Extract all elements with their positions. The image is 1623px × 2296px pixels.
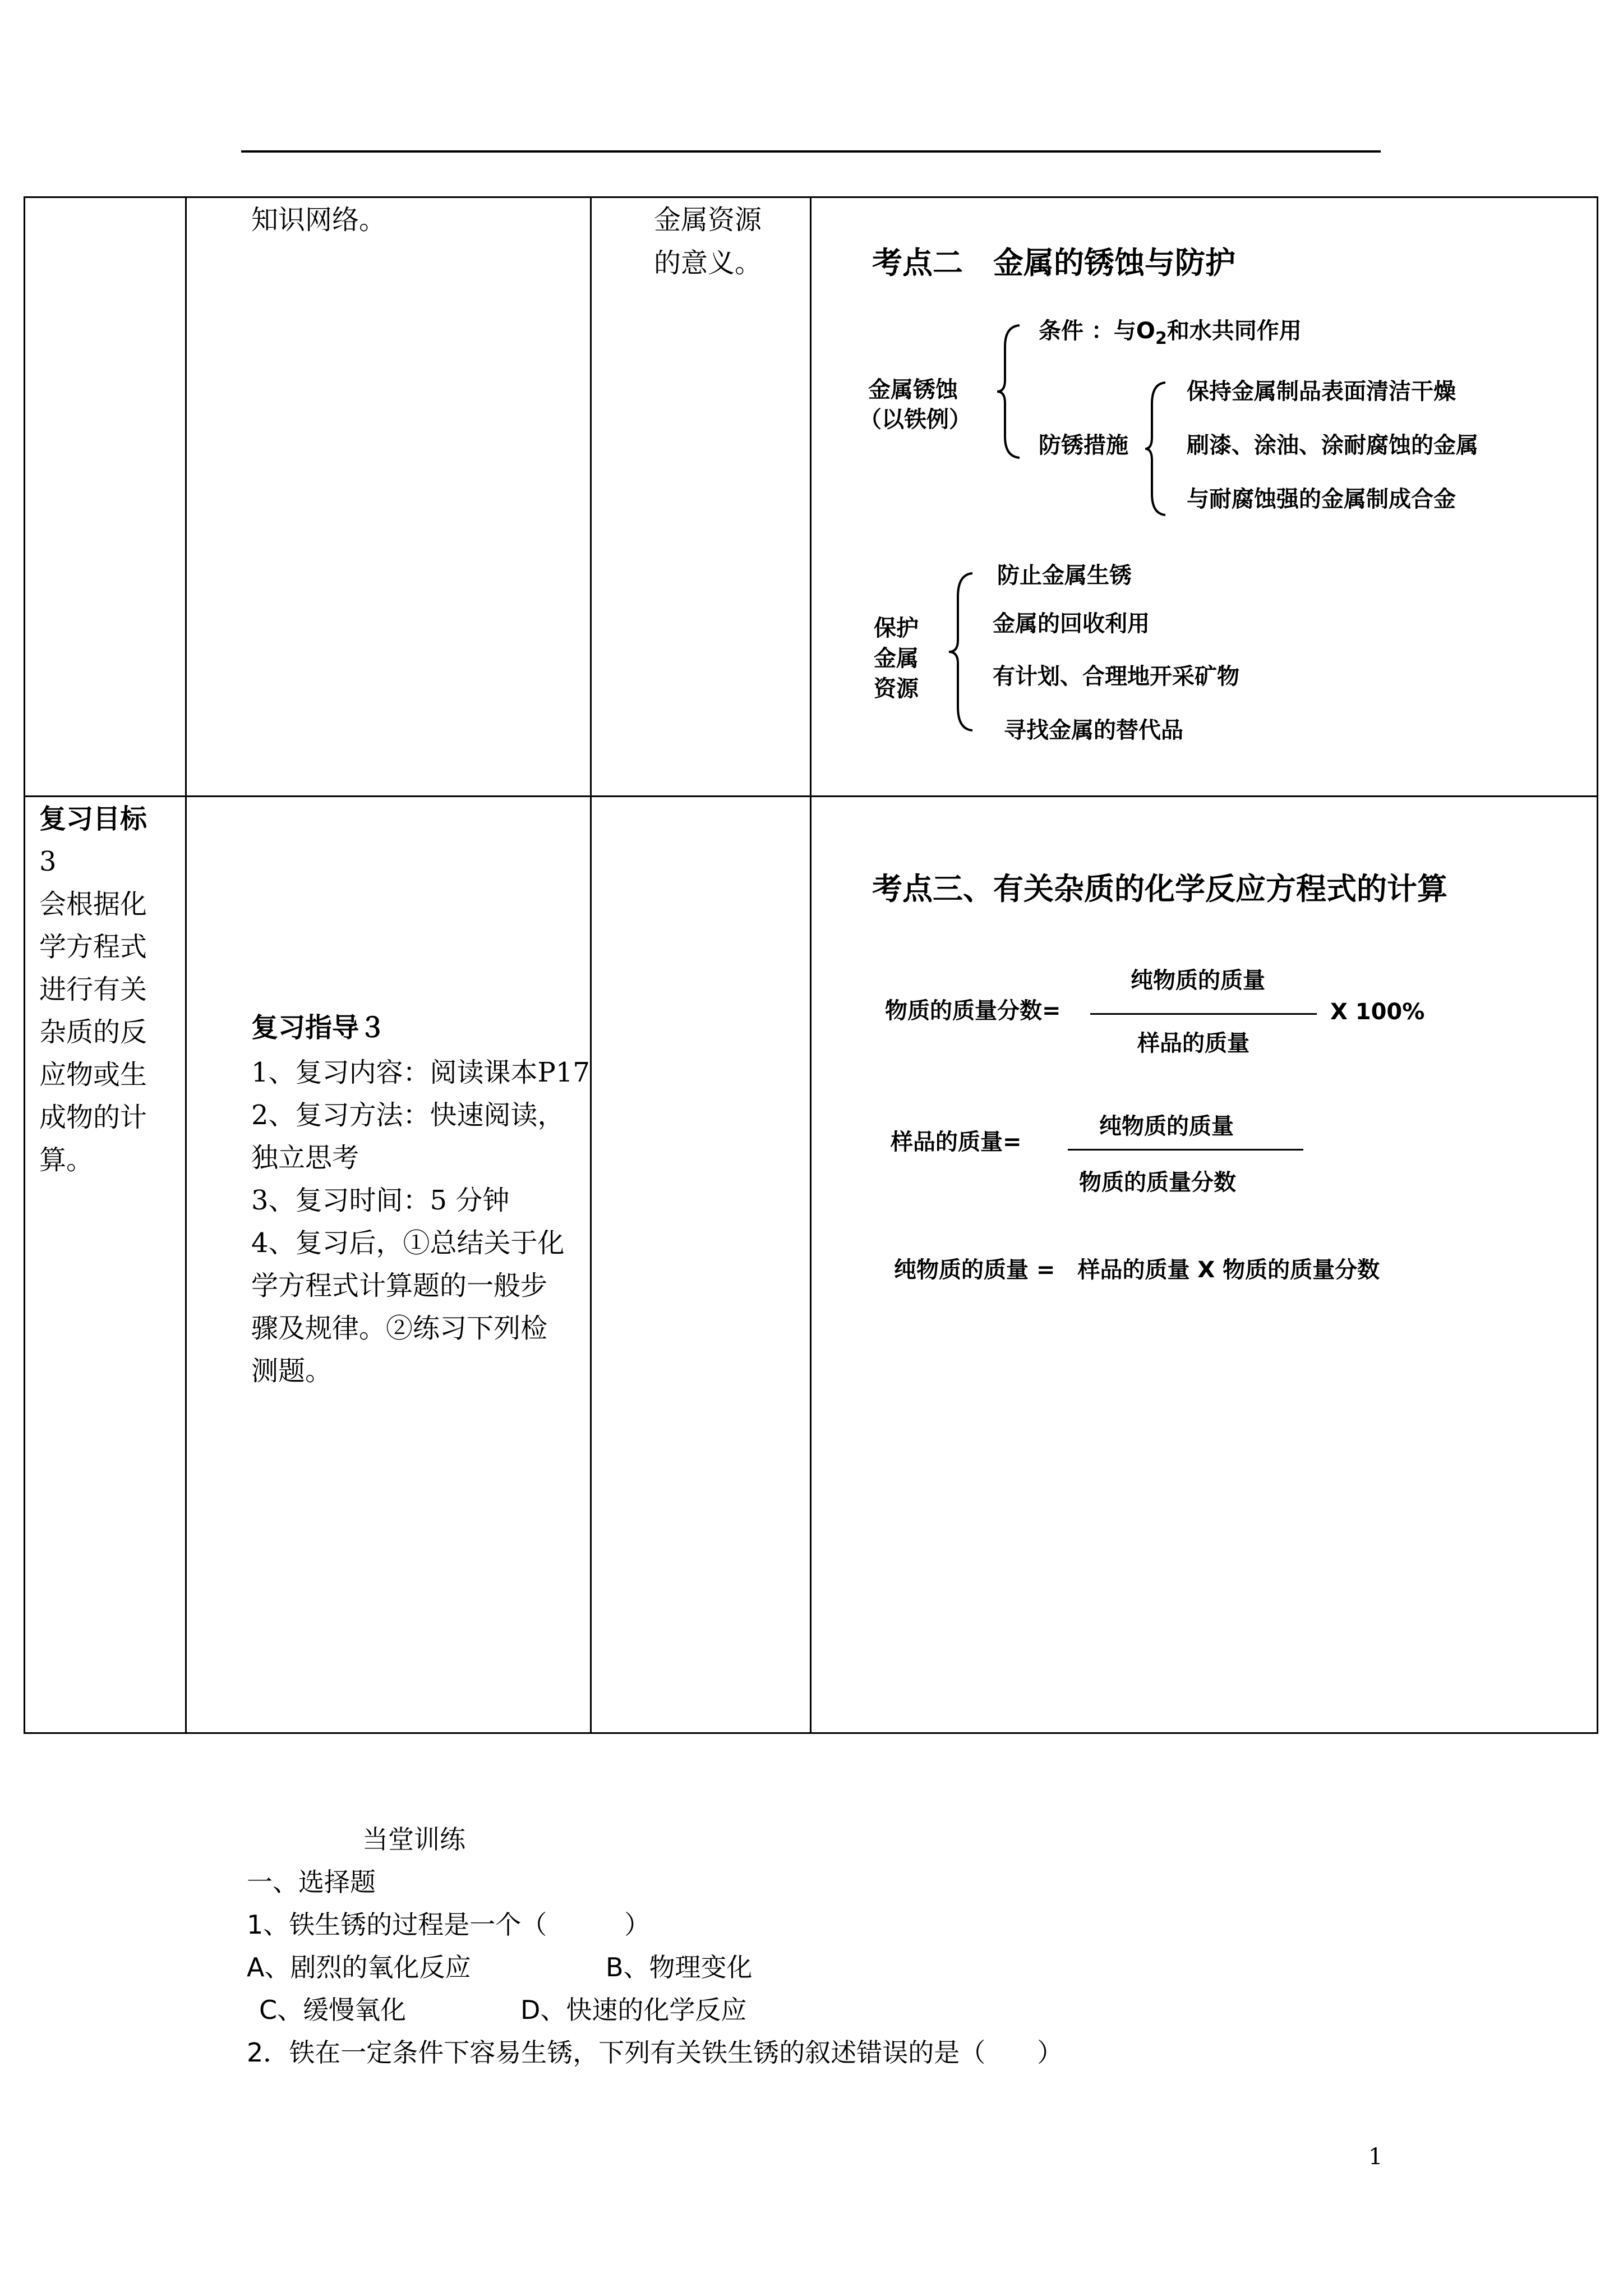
review-goal-line-3: 会根据化 <box>39 889 147 920</box>
kaodian3-title: 考点三、有关杂质的化学反应方程式的计算 <box>872 871 1447 907</box>
formula1-numerator: 纯物质的质量 <box>1131 968 1265 993</box>
table-left-border <box>24 196 25 1734</box>
review-goal-line-5: 进行有关 <box>39 974 147 1005</box>
table-right-border <box>1597 196 1598 1734</box>
protect-label-line-2: 金属 <box>874 646 919 671</box>
formula1-right: X 100% <box>1330 999 1425 1025</box>
review-guide-line-2: 1、复习内容：阅读课本P17 <box>251 1057 590 1088</box>
formula2-fraction-bar <box>1068 1149 1303 1151</box>
review-goal-line-7: 应物或生 <box>39 1059 147 1091</box>
formula1-denominator: 样品的质量 <box>1137 1030 1249 1056</box>
question-1-option-c: C、缓慢氧化 <box>259 1995 407 2025</box>
review-guide-line-7: 学方程式计算题的一般步 <box>251 1270 548 1301</box>
question-1-option-b: B、物理变化 <box>606 1952 753 1982</box>
question-1-option-a: A、剧烈的氧化反应 <box>247 1952 471 1982</box>
knowledge-network-text: 知识网络。 <box>251 204 386 236</box>
rust-measures-label: 防锈措施 <box>1039 432 1128 458</box>
review-goal-line-8: 成物的计 <box>39 1102 147 1133</box>
measure-item-2: 刷漆、涂油、涂耐腐蚀的金属 <box>1187 432 1478 458</box>
practice-heading: 当堂训练 <box>362 1824 465 1855</box>
rust-brace-icon <box>996 324 1024 459</box>
question-1: 1、铁生锈的过程是一个（ ） <box>247 1910 651 1940</box>
measure-item-1: 保持金属制品表面清洁干燥 <box>1187 379 1456 404</box>
protect-label-line-3: 资源 <box>874 676 919 702</box>
review-guide-line-6: 4、复习后，①总结关于化 <box>251 1227 565 1259</box>
protect-item-2: 金属的回收利用 <box>993 611 1150 637</box>
formula3: 纯物质的质量 = 样品的质量 X 物质的质量分数 <box>894 1257 1380 1283</box>
review-guide-line-4: 独立思考 <box>251 1142 359 1174</box>
review-guide-line-3: 2、复习方法：快速阅读， <box>251 1099 565 1131</box>
practice-section-title: 一、选择题 <box>247 1867 376 1897</box>
table-col-divider-1 <box>185 196 187 1734</box>
resource-meaning-line-2: 的意义。 <box>654 247 762 279</box>
review-guide-line-8: 骤及规律。②练习下列检 <box>251 1313 548 1344</box>
rust-label-line-2: （以铁例） <box>859 407 971 432</box>
review-guide-heading: 复习指导３ <box>251 1012 386 1043</box>
rust-label-line-1: 金属锈蚀 <box>868 377 958 403</box>
review-goal-line-9: 算。 <box>39 1144 94 1176</box>
measure-item-3: 与耐腐蚀强的金属制成合金 <box>1187 486 1456 512</box>
formula1-left: 物质的质量分数= <box>885 998 1061 1024</box>
table-col-divider-2 <box>590 196 592 1734</box>
review-guide-line-5: 3、复习时间：5 分钟 <box>251 1185 510 1216</box>
review-guide-line-9: 测题。 <box>251 1355 333 1387</box>
protect-item-1: 防止金属生锈 <box>997 563 1132 588</box>
formula2-numerator: 纯物质的质量 <box>1099 1114 1234 1139</box>
review-goal-number: 3 <box>39 846 57 877</box>
review-goal-line-4: 学方程式 <box>39 931 147 963</box>
formula2-denominator: 物质的质量分数 <box>1079 1170 1236 1195</box>
formula2-left: 样品的质量= <box>891 1129 1022 1155</box>
question-2: 2．铁在一定条件下容易生锈，下列有关铁生锈的叙述错误的是（ ） <box>247 2037 1063 2068</box>
rust-condition: 条件 ：与$O_2$和水共同作用 <box>1039 318 1302 348</box>
review-goal-line-6: 杂质的反 <box>39 1016 147 1048</box>
measures-brace-icon <box>1144 381 1169 516</box>
header-rule <box>241 150 1381 153</box>
table-col-divider-3 <box>810 196 811 1734</box>
protect-brace-icon <box>948 572 976 731</box>
formula1-fraction-bar <box>1090 1013 1317 1015</box>
resource-meaning-line-1: 金属资源 <box>654 204 762 236</box>
review-goal-heading: 复习目标 <box>39 803 147 835</box>
protect-item-3: 有计划、合理地开采矿物 <box>993 664 1239 689</box>
protect-label-line-1: 保护 <box>874 615 919 641</box>
question-1-option-d: D、快速的化学反应 <box>520 1995 747 2025</box>
page-number: 1 <box>1368 2144 1383 2170</box>
protect-item-4: 寻找金属的替代品 <box>1004 717 1183 743</box>
kaodian2-title: 考点二 金属的锈蚀与防护 <box>872 245 1235 280</box>
